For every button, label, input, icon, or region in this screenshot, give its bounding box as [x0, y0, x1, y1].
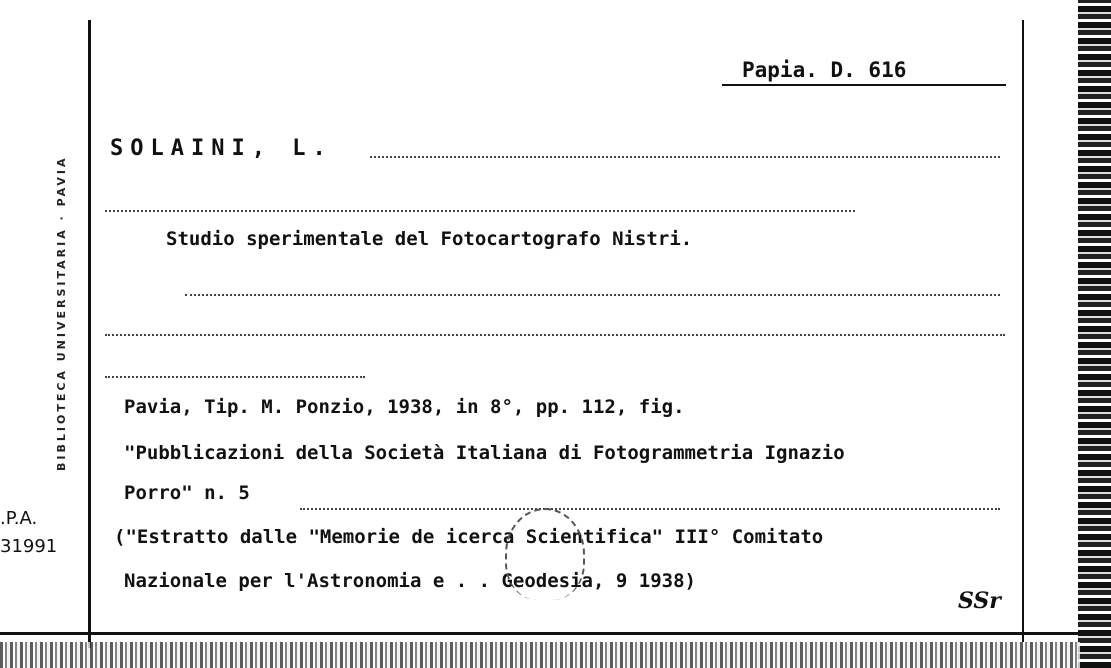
imprint-line: Pavia, Tip. M. Ponzio, 1938, in 8°, pp. 112, fig. [124, 396, 685, 418]
round-stamp-mark [505, 508, 585, 600]
ruled-line [105, 334, 1005, 336]
shelfmark-underline [722, 84, 1006, 86]
series-line-2: Porro" n. 5 [124, 482, 250, 504]
ruled-line [105, 376, 365, 378]
author-heading: SOLAINI, L. [110, 136, 333, 161]
ruled-line [300, 508, 1000, 510]
scan-edge-right [1078, 0, 1111, 668]
note-line-1: ("Estratto dalle "Memorie de icerca Scientifica" III° Comitato [114, 526, 824, 548]
library-stamp-vertical: BIBLIOTECA UNIVERSITARIA · PAVIA [55, 155, 68, 471]
shelfmark: Papia. D. 616 [742, 58, 907, 82]
right-margin-rule [1022, 20, 1024, 642]
margin-line-2: 31991 [0, 536, 58, 557]
title-line: Studio sperimentale del Fotocartografo Nistri. [166, 228, 693, 250]
bottom-rule [0, 632, 1078, 635]
margin-line-1: .P.A. [0, 508, 38, 529]
handwritten-signature: SSr [958, 588, 1001, 614]
ruled-line [370, 156, 1000, 158]
ruled-line [185, 294, 1000, 296]
ruled-line [105, 210, 855, 212]
note-line-2: Nazionale per l'Astronomia e . . Geodesia, 9 1938) [124, 570, 696, 592]
scan-edge-bottom [0, 642, 1080, 668]
series-line-1: "Pubblicazioni della Società Italiana di Fotogrammetria Ignazio [124, 442, 845, 464]
left-margin-note [0, 505, 57, 561]
left-margin-rule [88, 20, 91, 648]
